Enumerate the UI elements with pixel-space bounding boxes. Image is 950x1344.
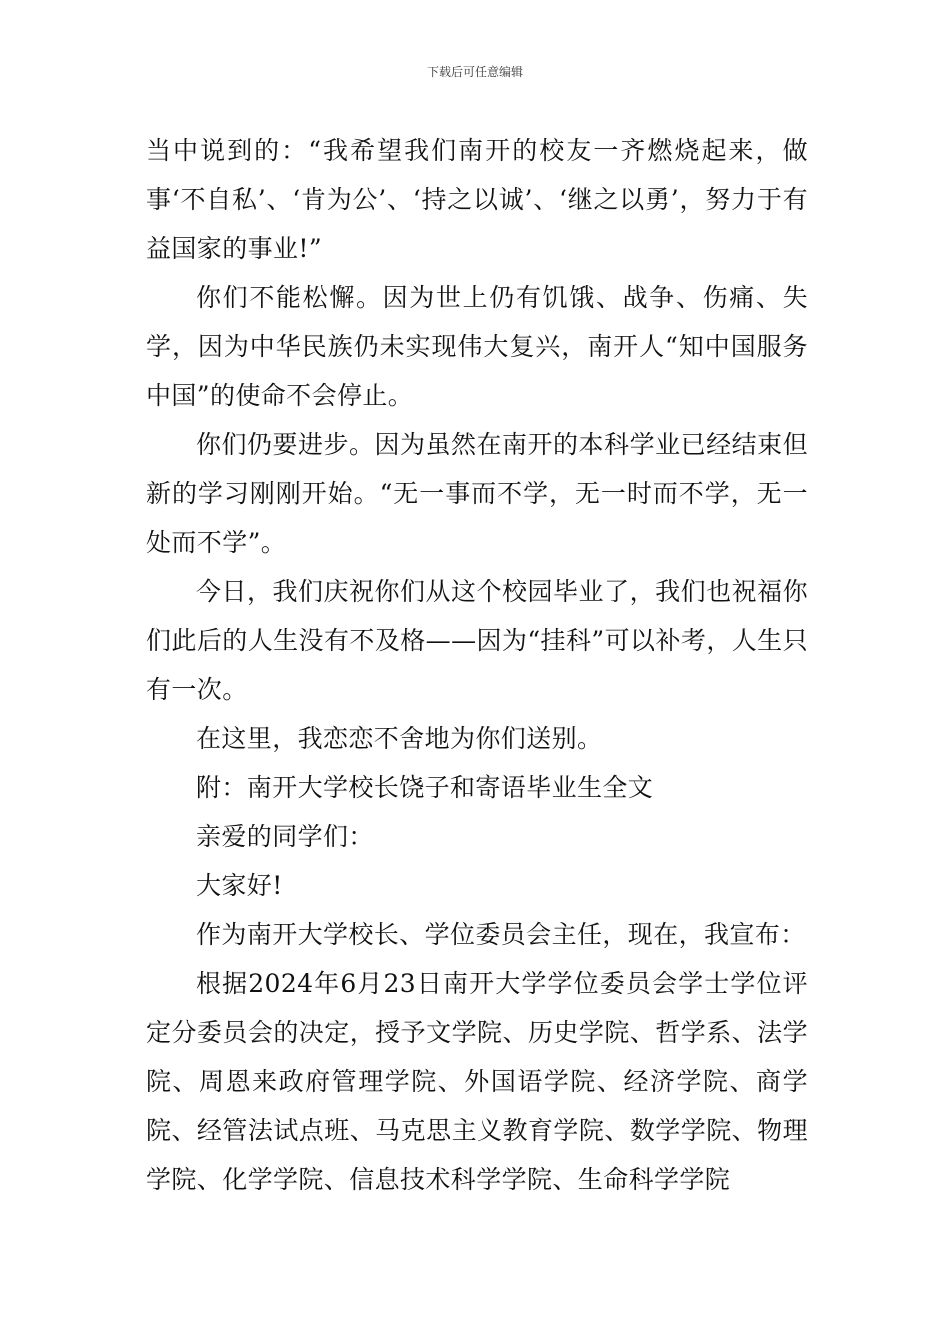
paragraph-celebration: 今日，我们庆祝你们从这个校园毕业了，我们也祝福你们此后的人生没有不及格——因为“挂科”可以补考，人生只有一次。	[146, 577, 808, 704]
paragraph-continuation: 当中说到的：“我希望我们南开的校友一齐燃烧起来，做事‘不自私’、‘肯为公’、‘持之以诚’、‘继之以勇’，努力于有益国家的事业!”	[146, 136, 808, 263]
paragraph-salutation: 亲爱的同学们：	[196, 822, 374, 851]
paragraph-appendix-title: 附：南开大学校长饶子和寄语毕业生全文	[196, 773, 654, 802]
paragraph-farewell: 在这里，我恋恋不舍地为你们送别。	[196, 724, 603, 753]
paragraph-keep-progressing: 你们仍要进步。因为虽然在南开的本科学业已经结束但新的学习刚刚开始。“无一事而不学，无一时而不学，无一处而不学”。	[146, 430, 808, 557]
paragraph-announcement: 作为南开大学校长、学位委员会主任，现在，我宣布：	[196, 920, 806, 949]
paragraph-no-slacking: 你们不能松懈。因为世上仍有饥饿、战争、伤痛、失学，因为中华民族仍未实现伟大复兴，南开人“知中国服务中国”的使命不会停止。	[146, 283, 808, 410]
page-header: 下载后可任意编辑	[426, 65, 523, 79]
paragraph-degree-decision: 根据2024年6月23日南开大学学位委员会学士学位评定分委员会的决定，授予文学院、历史学院、哲学系、法学院、周恩来政府管理学院、外国语学院、经济学院、商学院、经管法试点班、马克思主义教育学院、数学学院、物理学院、化学学院、信息技术科学学院、生命科学学院	[146, 969, 808, 1194]
document-body	[146, 126, 808, 1204]
paragraph-greeting: 大家好!	[196, 871, 283, 900]
